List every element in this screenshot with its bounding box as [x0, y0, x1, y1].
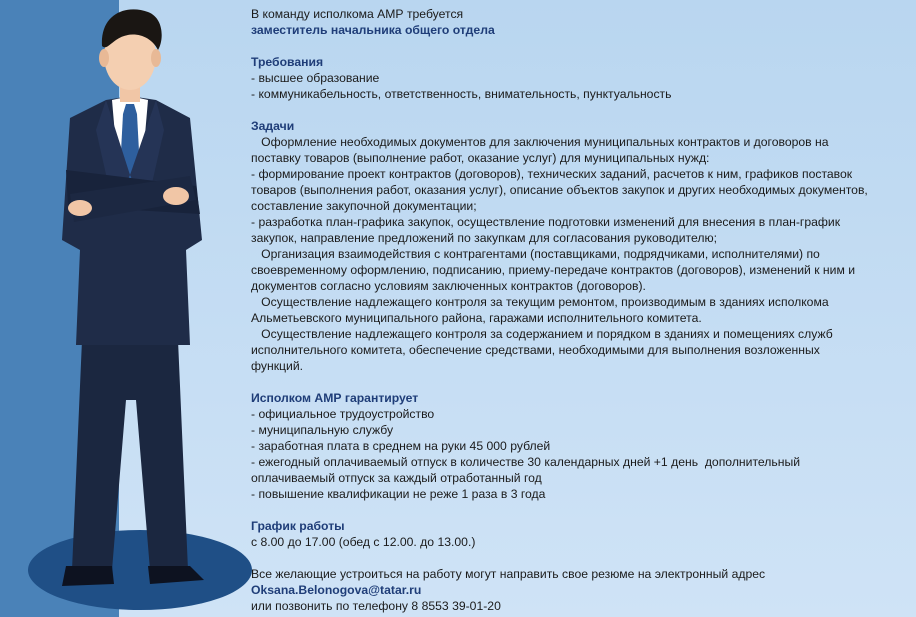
tasks-line: - разработка план-графика закупок, осуществление подготовки изменений для внесения в план-график	[251, 215, 841, 229]
contact-intro: Все желающие устроиться на работу могут направить свое резюме на электронный адрес	[251, 567, 766, 581]
tasks-line: своевременному оформлению, подписанию, приему-передаче контрактов (договоров), изменений к ним и	[251, 263, 856, 277]
tasks-line: поставку товаров (выполнение работ, оказание услуг) для муниципальных нужд:	[251, 151, 710, 165]
schedule-heading: График работы	[251, 519, 345, 533]
list-item: оплачиваемый отпуск за каждый отработанный год	[251, 471, 542, 485]
list-item: - коммуникабельность, ответственность, внимательность, пунктуальность	[251, 87, 672, 101]
list-item: - ежегодный оплачиваемый отпуск в количестве 30 календарных дней +1 день дополнительный	[251, 455, 801, 469]
email-address[interactable]: Oksana.Belonogova@tatar.ru	[251, 583, 422, 597]
tasks-line: функций.	[251, 359, 304, 373]
tasks-line: документов согласно условиям заключенных контрактов (договоров).	[251, 279, 646, 293]
tasks-line: Альметьевского муниципального района, гаражами исполнительного комитета.	[251, 311, 702, 325]
tasks-line: - формирование проект контрактов (договоров), технических заданий, расчетов к ним, графиков поставок	[251, 167, 853, 181]
guarantees-heading: Исполком АМР гарантирует	[251, 391, 419, 405]
schedule-hours: с 8.00 до 17.00 (обед с 12.00. до 13.00.)	[251, 535, 476, 549]
intro-text: В команду исполкома АМР требуется	[251, 7, 464, 21]
tasks-line: Оформление необходимых документов для заключения муниципальных контрактов и договоров на	[251, 135, 829, 149]
tasks-line: Осуществление надлежащего контроля за текущим ремонтом, производимым в зданиях исполкома	[251, 295, 829, 309]
tasks-line: составление закупочной документации;	[251, 199, 477, 213]
tasks-line: товаров (выполнения работ, оказания услуг), описание объектов закупок и других необходимых документов,	[251, 183, 868, 197]
businessman-illustration	[0, 0, 260, 617]
list-item: - повышение квалификации не реже 1 раза в 3 года	[251, 487, 546, 501]
tasks-line: исполнительного комитета, обеспечение средствами, необходимыми для выполнения возложенных	[251, 343, 820, 357]
tasks-line: Организация взаимодействия с контрагентами (поставщиками, подрядчиками, исполнителями) по	[251, 247, 820, 261]
list-item: - официальное трудоустройство	[251, 407, 435, 421]
phone-text: или позвонить по телефону 8 8553 39-01-20	[251, 599, 501, 613]
tasks-line: закупок, направление предложений по закупкам для согласования руководителю;	[251, 231, 717, 245]
list-item: - муниципальную службу	[251, 423, 394, 437]
tasks-heading: Задачи	[251, 119, 295, 133]
tasks-line: Осуществление надлежащего контроля за содержанием и порядком в зданиях и помещениях служб	[251, 327, 833, 341]
vacancy-text	[251, 6, 911, 614]
list-item: - высшее образование	[251, 71, 380, 85]
position-title: заместитель начальника общего отдела	[251, 23, 495, 37]
requirements-heading: Требования	[251, 55, 324, 69]
list-item: - заработная плата в среднем на руки 45 000 рублей	[251, 439, 551, 453]
